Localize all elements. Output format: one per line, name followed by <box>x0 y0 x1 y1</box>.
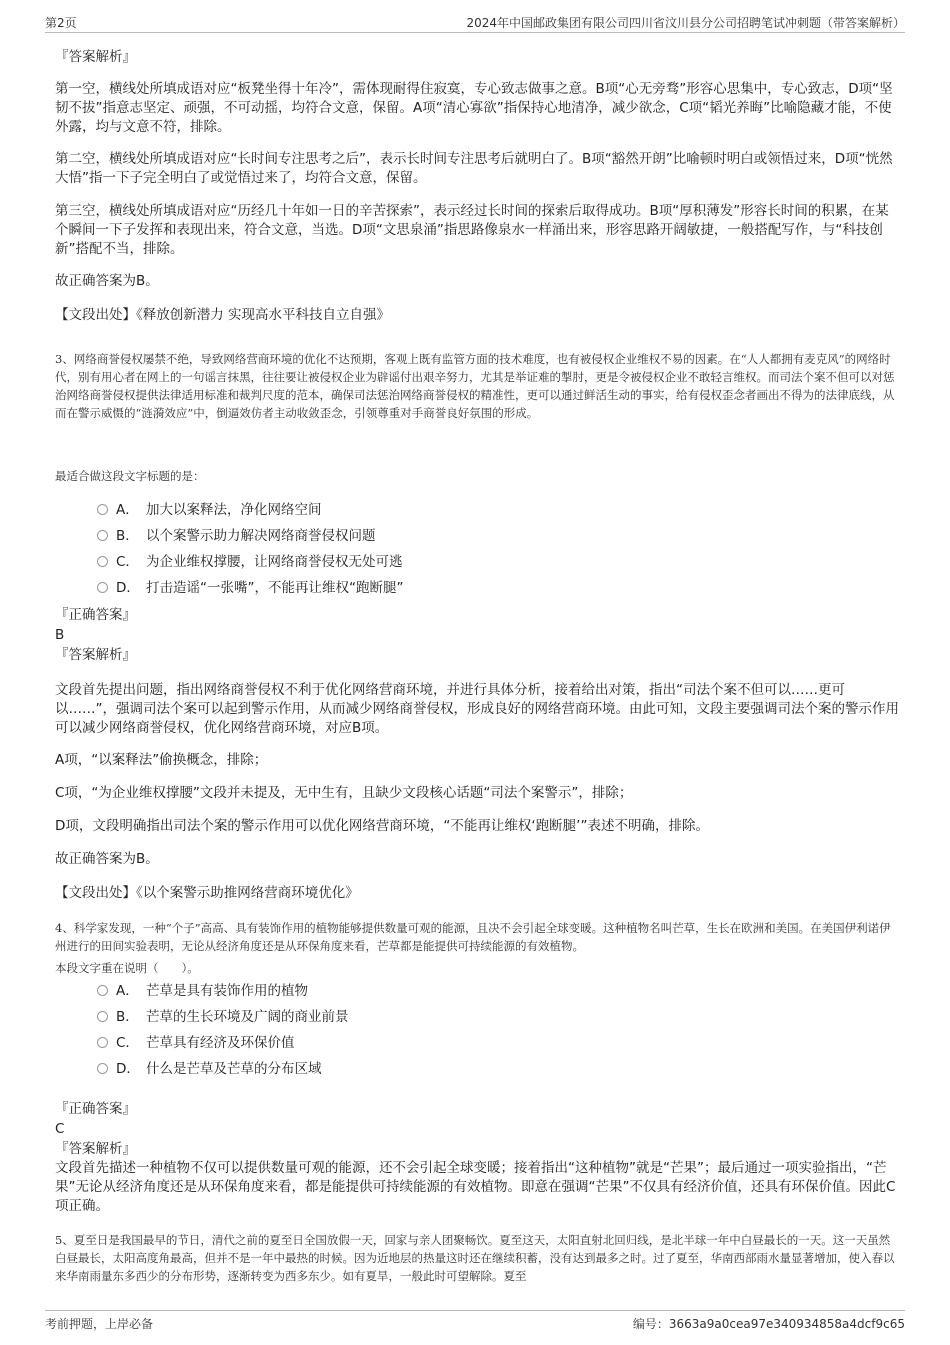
source-title: 《释放创新潜力 实现高水平科技自立自强》 <box>136 307 391 323</box>
q3-analysis-para-1: 文段首先提出问题，指出网络商誉侵权不利于优化网络营商环境，并进行具体分析，接着给出对策，指出“司法个案不但可以……更可以……”，强调司法个案可以起到警示作用，从而减少网络商誉侵权，形成良好的网络营商环境。由此可知，文段主要强调司法个案的警示作用可以减少网络商誉侵权，优化网络营商环境，对应B项。 <box>55 682 899 736</box>
q3-analysis-para-2: A项，“以案释法”偷换概念，排除； <box>55 752 268 768</box>
q3-source <box>55 884 900 903</box>
page-footer <box>45 1310 905 1331</box>
q3-option-d[interactable]: D． 打击造谣“一张嘴”，不能再让维权“跑断腿” <box>97 577 403 599</box>
q3-conclusion: 故正确答案为B。 <box>55 851 159 867</box>
q2-analysis-para-2: 第二空，横线处所填成语对应“长时间专注思考之后”，表示长时间专注思考后就明白了。B项“豁然开朗”比喻顿时明白或领悟过来，D项“恍然大悟”指一下子完全明白了或觉悟过来了，均符合文意，保留。 <box>55 151 893 186</box>
document-code <box>633 1315 905 1332</box>
q4-stem: 4、科学家发现，一种“个子”高高、具有装饰作用的植物能够提供数量可观的能源，且决不会引起全球变暖。这种植物名叫芒草，生长在欧洲和美国。在美国伊利诺伊州进行的田间实验表明，无论从经济角度还是从环保角度来看，芒草都是能提供可持续能源的有效植物。 <box>55 921 891 953</box>
analysis-label: 『答案解析』 <box>55 49 136 65</box>
q3-analysis-para-3: C项，“为企业维权撑腰”文段并未提及，无中生有，且缺少文段核心话题“司法个案警示”，排除； <box>55 785 633 801</box>
q2-source <box>55 306 900 325</box>
q3-answer: B <box>55 627 65 643</box>
source-prefix: 【文段出处】 <box>55 885 136 901</box>
q3-prompt: 最适合做这段文字标题的是： <box>55 469 205 483</box>
q3-option-c[interactable]: C． 为企业维权撑腰，让网络商誉侵权无处可逃 <box>97 551 403 573</box>
code-value: 3663a9a0cea97e340934858a4dcf9c65 <box>668 1317 905 1331</box>
radio-icon[interactable] <box>97 556 108 567</box>
q4-option-c[interactable]: C． 芒草具有经济及环保价值 <box>97 1032 295 1054</box>
radio-icon[interactable] <box>97 582 108 593</box>
radio-icon[interactable] <box>97 1037 108 1048</box>
q4-option-d[interactable]: D． 什么是芒草及芒草的分布区域 <box>97 1058 322 1080</box>
q5-stem: 5、夏至日是我国最早的节日，清代之前的夏至日全国放假一天，回家与亲人团聚畅饮。夏至这天，太阳直射北回归线，是北半球一年中白昼最长的一天。这一天虽然白昼最长，太阳高度角最高，但并不是一年中最热的时候。因为近地层的热量这时还在继续积蓄，没有达到最多之时。过了夏至，华南西部雨水量显著增加，使入春以来华南雨量东多西少的分布形势，逐渐转变为西多东少。如有夏旱，一般此时可望解除。夏至 <box>55 1233 895 1283</box>
q2-conclusion: 故正确答案为B。 <box>55 273 159 289</box>
radio-icon[interactable] <box>97 530 108 541</box>
q4-analysis-label: 『答案解析』 <box>55 1141 136 1157</box>
q3-answer-label: 『正确答案』 <box>55 607 136 623</box>
radio-icon[interactable] <box>97 1063 108 1074</box>
q4-prompt: 本段文字重在说明（ ）。 <box>55 961 199 975</box>
q4-answer: C <box>55 1121 65 1137</box>
page-number: 第2页 <box>45 16 77 30</box>
footer-slogan: 考前押题，上岸必备 <box>45 1317 154 1331</box>
radio-icon[interactable] <box>97 1011 108 1022</box>
page-header <box>45 10 905 33</box>
q3-analysis-label: 『答案解析』 <box>55 647 136 663</box>
q4-option-b[interactable]: B． 芒草的生长环境及广阔的商业前景 <box>97 1006 349 1028</box>
document-title: 2024年中国邮政集团有限公司四川省汶川县分公司招聘笔试冲刺题（带答案解析） <box>466 16 905 30</box>
q2-analysis-para-3: 第三空，横线处所填成语对应“历经几十年如一日的辛苦探索”，表示经过长时间的探索后取得成功。B项“厚积薄发”形容长时间的积累，在某个瞬间一下子发挥和表现出来，符合文意，当选。D项“文思泉涌”指思路像泉水一样涌出来，形容思路开阔敏捷，一般搭配写作，与“科技创新”搭配不当，排除。 <box>55 203 889 257</box>
q3-option-b[interactable]: B． 以个案警示助力解决网络商誉侵权问题 <box>97 525 376 547</box>
source-prefix: 【文段出处】 <box>55 307 136 323</box>
q3-analysis-para-4: D项，文段明确指出司法个案的警示作用可以优化网络营商环境，“不能再让维权‘跑断腿’”表述不明确，排除。 <box>55 818 709 834</box>
q3-stem: 3、网络商誉侵权屡禁不绝，导致网络营商环境的优化不达预期，客观上既有监管方面的技术难度，也有被侵权企业维权不易的因素。在“人人都拥有麦克风”的网络时代，别有用心者在网上的一句谣言抹黑，往往要让被侵权企业为辟谣付出艰辛努力，尤其是举证难的掣肘，更是令被侵权企业不敢轻言维权。而司法个案不但可以对惩治网络商誉侵权提供法律适用标准和裁判尺度的范本，确保司法惩治网络商誉侵权的精准性，更可以通过鲜活生动的事实，给有侵权歪念者画出不得为的法律底线，从而在警示威慑的“涟漪效应”中，倒逼效仿者主动收敛歪念，引领尊重对手商誉良好氛围的形成。 <box>55 352 895 420</box>
q2-analysis-para-1: 第一空，横线处所填成语对应“板凳坐得十年冷”，需体现耐得住寂寞，专心致志做事之意。B项“心无旁骛”形容心思集中，专心致志，D项“坚韧不拔”指意志坚定、顽强，不可动摇，均符合文意，保留。A项“清心寡欲”指保持心地清净，减少欲念，C项“韬光养晦”比喻隐藏才能，不使外露，均与文意不符，排除。 <box>55 81 893 135</box>
q4-analysis: 文段首先描述一种植物不仅可以提供数量可观的能源，还不会引起全球变暖；接着指出“这种植物”就是“芒果”；最后通过一项实验指出，“芒果”无论从经济角度还是从环保角度来看，都是能提供可持续能源的有效植物。即意在强调“芒果”不仅具有经济价值，还具有环保价值。因此C项正确。 <box>55 1160 896 1214</box>
q2-analysis <box>55 48 900 67</box>
code-label: 编号： <box>632 1317 669 1331</box>
q4-answer-label: 『正确答案』 <box>55 1101 136 1117</box>
q4-option-a[interactable]: A． 芒草是具有装饰作用的植物 <box>97 980 308 1002</box>
radio-icon[interactable] <box>97 985 108 996</box>
source-title: 《以个案警示助推网络营商环境优化》 <box>136 885 359 901</box>
radio-icon[interactable] <box>97 504 108 515</box>
q3-option-a[interactable]: A． 加大以案释法，净化网络空间 <box>97 499 322 521</box>
